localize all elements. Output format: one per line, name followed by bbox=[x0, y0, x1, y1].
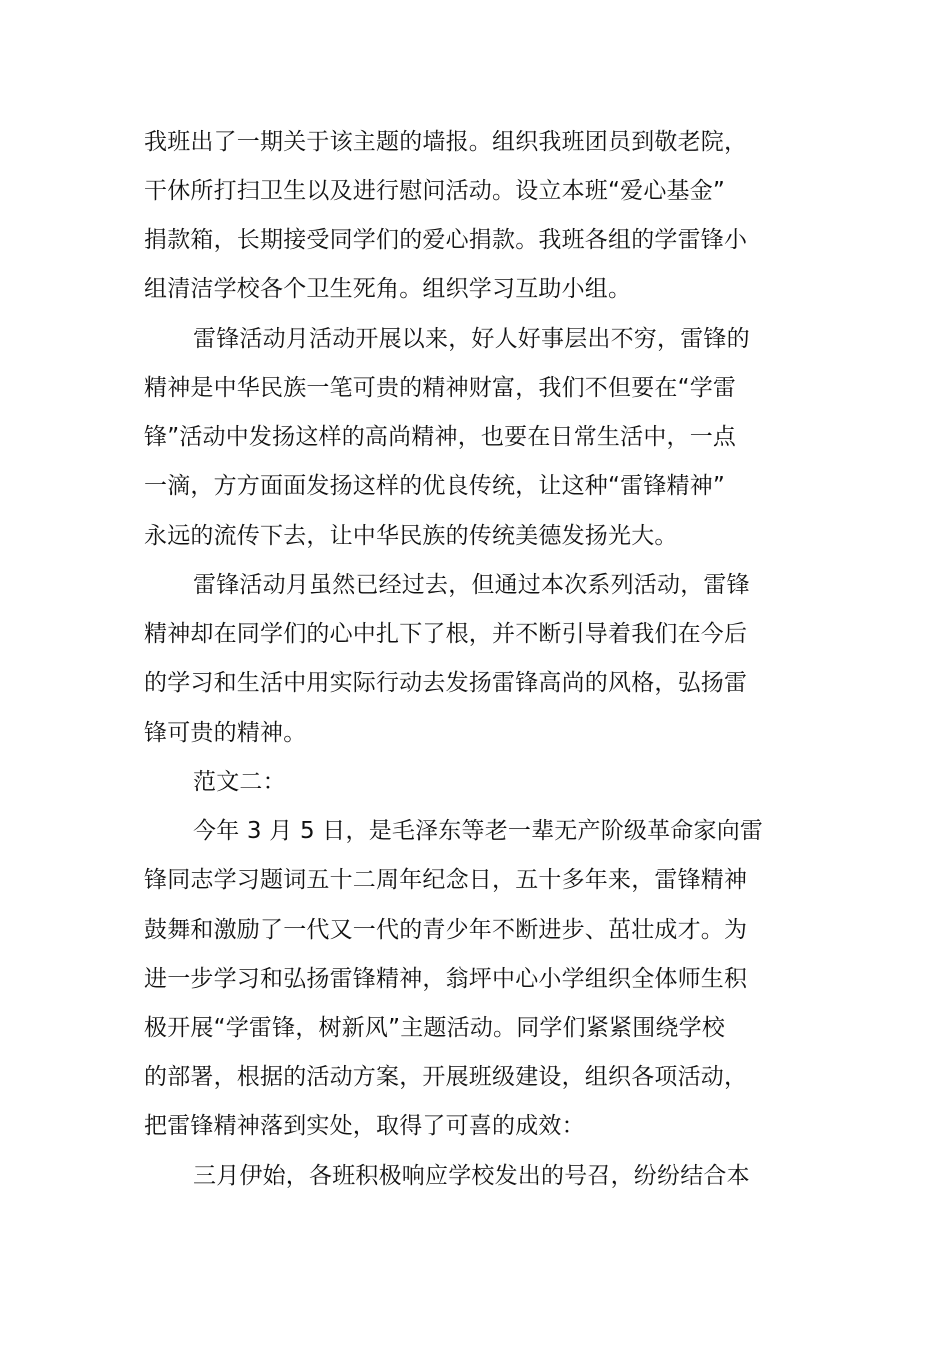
paragraph-line: 捐款箱，长期接受同学们的爱心捐款。我班各组的学雷锋小 bbox=[144, 227, 748, 253]
paragraph-line: 进一步学习和弘扬雷锋精神，翁坪中心小学组织全体师生积 bbox=[144, 966, 748, 992]
paragraph-line: 锋可贵的精神。 bbox=[144, 720, 307, 746]
paragraph-line: 极开展“学雷锋，树新风”主题活动。同学们紧紧围绕学校 bbox=[144, 1015, 726, 1041]
paragraph-line: 我班出了一期关于该主题的墙报。组织我班团员到敬老院， bbox=[144, 129, 748, 155]
paragraph-line: 锋”活动中发扬这样的高尚精神，也要在日常生活中，一点 bbox=[144, 424, 737, 450]
paragraph-line: 鼓舞和激励了一代又一代的青少年不断进步、茁壮成才。为 bbox=[144, 917, 748, 943]
paragraph-line: 一滴，方方面面发扬这样的优良传统，让这种“雷锋精神” bbox=[144, 473, 726, 499]
paragraph-first-line: 雷锋活动月虽然已经过去，但通过本次系列活动，雷锋 bbox=[193, 572, 750, 598]
paragraph-line: 干休所打扫卫生以及进行慰问活动。设立本班“爱心基金” bbox=[144, 178, 726, 204]
paragraph-line: 的学习和生活中用实际行动去发扬雷锋高尚的风格，弘扬雷 bbox=[144, 670, 748, 696]
paragraph-first-line: 雷锋活动月活动开展以来，好人好事层出不穷，雷锋的 bbox=[193, 326, 750, 352]
paragraph-first-line: 今年 3 月 5 日，是毛泽东等老一辈无产阶级革命家向雷 bbox=[193, 818, 764, 844]
paragraph-line: 组清洁学校各个卫生死角。组织学习互助小组。 bbox=[144, 276, 632, 302]
paragraph-line: 的部署，根据的活动方案，开展班级建设，组织各项活动， bbox=[144, 1064, 748, 1090]
paragraph-line: 锋同志学习题词五十二周年纪念日，五十多年来，雷锋精神 bbox=[144, 867, 748, 893]
paragraph-line: 把雷锋精神落到实处，取得了可喜的成效： bbox=[144, 1113, 585, 1139]
paragraph-line: 永远的流传下去，让中华民族的传统美德发扬光大。 bbox=[144, 523, 678, 549]
paragraph-line: 精神是中华民族一笔可贵的精神财富，我们不但要在“学雷 bbox=[144, 375, 737, 401]
paragraph-line: 精神却在同学们的心中扎下了根，并不断引导着我们在今后 bbox=[144, 621, 748, 647]
section-heading: 范文二： bbox=[193, 769, 286, 795]
paragraph-first-line: 三月伊始，各班积极响应学校发出的号召，纷纷结合本 bbox=[193, 1163, 750, 1189]
